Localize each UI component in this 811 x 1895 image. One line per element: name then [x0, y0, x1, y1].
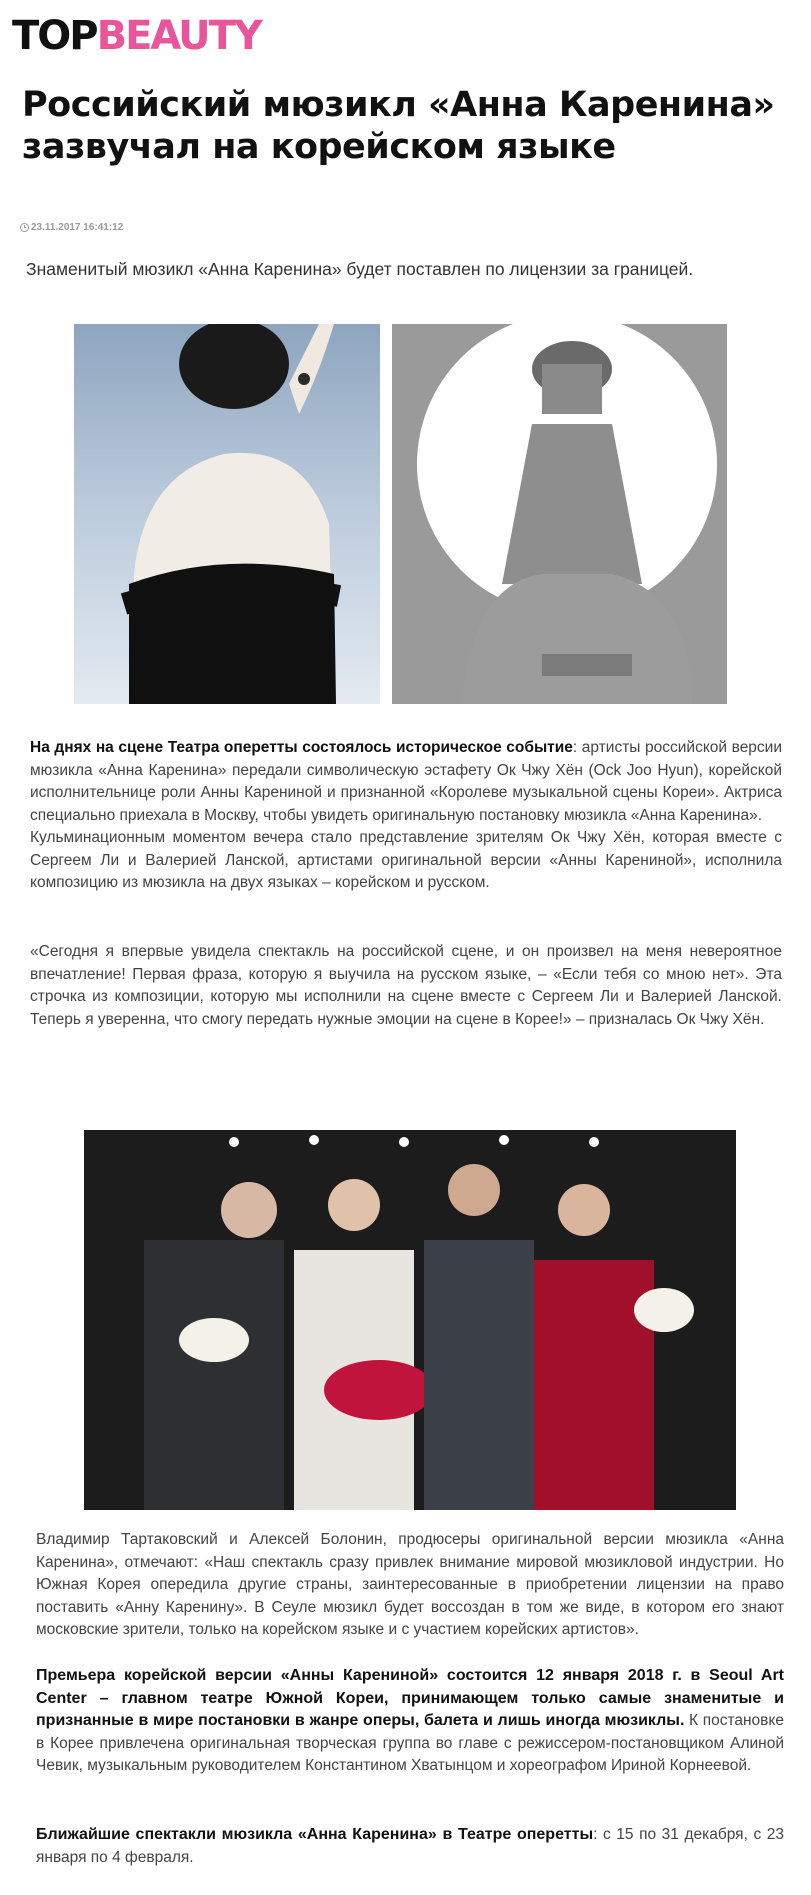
clock-icon	[20, 223, 29, 232]
paragraph-1-bold: На днях на сцене Театра оперетты состоялось историческое событие	[30, 739, 573, 756]
stage-photo	[84, 1130, 736, 1510]
logo-top: TOP	[12, 13, 97, 59]
illustration-anna-image	[392, 324, 727, 704]
paragraph-schedule-text: : с 15 по 31 декабря, с 23 января по 4 февраля.	[36, 1826, 784, 1866]
date-text: 23.11.2017 16:41:12	[31, 222, 124, 233]
paragraph-1	[30, 737, 782, 895]
illustration-back-image	[74, 324, 380, 704]
paragraph-1-text: : артисты российской версии мюзикла «Анна Каренина» передали символическую эстафету Ок Чжу Хён (Ock Joo Hyun), корейской исполнительнице роли Анны Карениной и признанной «Королеве музыкальной сцены Кореи». Актриса специально приехала в Москву, чтобы увидеть оригинальную постановку мюзикла «Анна Каренина».	[30, 739, 782, 824]
paragraph-premiere-bold: Премьера корейской версии «Анны Карениной» состоится 12 января 2018 г. в Seoul Art Center – главном театре Южной Кореи, принимающем только самые знаменитые и признанные в мире постановки в жанре оперы, балета и лишь иногда мюзиклы.	[36, 1667, 784, 1729]
article-date	[20, 222, 123, 233]
paragraph-1-text-2: Кульминационным моментом вечера стало представление зрителям Ок Чжу Хён, которая вместе с Сергеем Ли и Валерией Ланской, артистами оригинальной версии «Анны Карениной», исполнила композицию из мюзикла на двух языках – корейском и русском.	[30, 829, 782, 891]
article-title: Российский мюзикл «Анна Каренина» зазвучал на корейском языке	[22, 85, 775, 167]
site-logo[interactable]	[12, 14, 261, 58]
article-lead: Знаменитый мюзикл «Анна Каренина» будет поставлен по лицензии за границей.	[26, 259, 694, 279]
paragraph-premiere	[36, 1665, 784, 1778]
paragraph-premiere-text: К постановке в Корее привлечена оригинальная творческая группа во главе с режиссером-постановщиком Алиной Чевик, музыкальным руководителем Константином Хватынцом и хореографом Ириной Корнеевой.	[36, 1712, 784, 1774]
paragraph-producers: Владимир Тартаковский и Алексей Болонин, продюсеры оригинальной версии мюзикла «Анна Каренина», отмечают: «Наш спектакль сразу привлек внимание мировой мюзикловой индустрии. Но Южная Корея опередила другие страны, заинтересованные в приобретении лицензии на право поставить «Анну Каренину». В Сеуле мюзикл будет воссоздан в том же виде, в котором его знают московские зрители, только на корейском языке и с участием корейских артистов».	[36, 1531, 784, 1638]
logo-beauty: BEAUTY	[96, 13, 261, 59]
paragraph-schedule	[36, 1824, 784, 1869]
paragraph-quote: «Сегодня я впервые увидела спектакль на российской сцене, и он произвел на меня невероятное впечатление! Первая фраза, которую я выучила на русском языке, – «Если тебя со мною нет». Эта строчка из композиции, которую мы исполнили на сцене вместе с Сергеем Ли и Валерией Ланской. Теперь я уверенна, что смогу передать нужные эмоции на сцене в Корее!» – призналась Ок Чжу Хён.	[30, 943, 782, 1028]
paragraph-schedule-bold: Ближайшие спектакли мюзикла «Анна Каренина» в Театре оперетты	[36, 1826, 594, 1843]
